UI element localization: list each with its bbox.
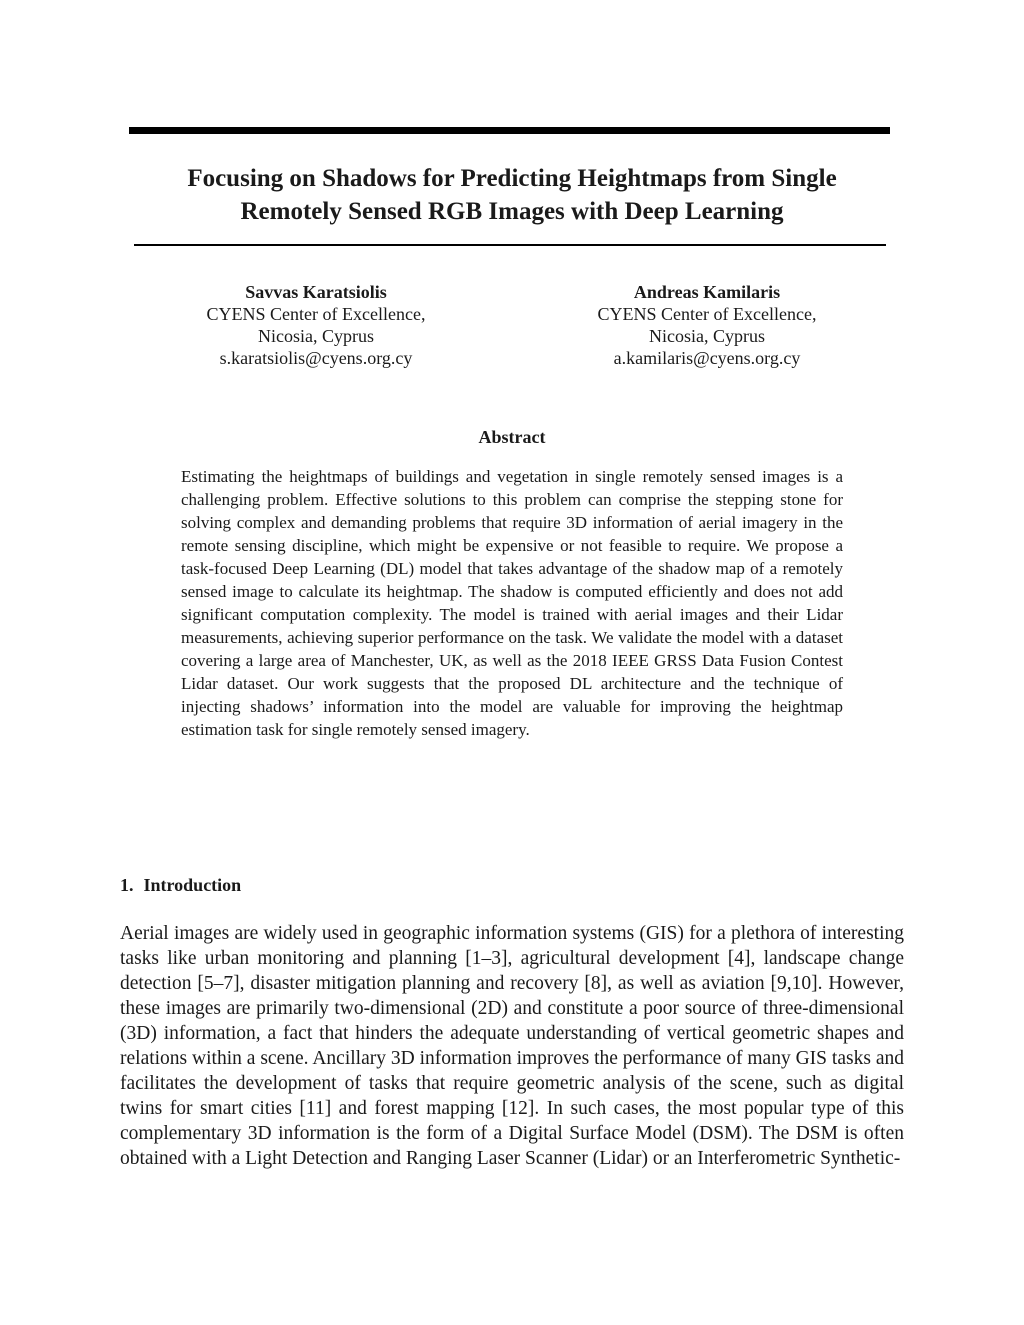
author-block-1 xyxy=(166,281,466,369)
author-name: Savvas Karatsiolis xyxy=(245,282,387,302)
title-line-1: Focusing on Shadows for Predicting Heightmaps from Single xyxy=(187,165,837,192)
paper-title xyxy=(120,162,904,228)
author-location: Nicosia, Cyprus xyxy=(649,326,765,346)
author-location: Nicosia, Cyprus xyxy=(258,326,374,346)
section-number: 1. xyxy=(120,875,134,895)
abstract-heading: Abstract xyxy=(478,427,546,447)
author-affiliation: CYENS Center of Excellence, xyxy=(206,304,426,324)
section-heading xyxy=(120,874,241,896)
author-affiliation: CYENS Center of Excellence, xyxy=(597,304,817,324)
author-name: Andreas Kamilaris xyxy=(633,282,781,302)
introduction-text: Aerial images are widely used in geographic information systems (GIS) for a plethora of interesting tasks like urban monitoring and planning [1–3], agricultural development [4], landscape change detection [5–7], disaster mitigation planning and recovery [8], as well as aviation [9,10]. However, these images are primarily two-dimensional (2D) and constitute a poor source of three-dimensional (3D) information, a fact that hinders the adequate understanding of vertical geometric shapes and relations within a scene. Ancillary 3D information improves the performance of many GIS tasks and facilitates the development of tasks that require geometric analysis of the scene, such as digital twins for smart cities [11] and forest mapping [12]. In such cases, the most popular type of this complementary 3D information is the form of a Digital Surface Model (DSM). The DSM is often obtained with a Light Detection and Ranging Laser Scanner (Lidar) or an Interferometric Synthetic- xyxy=(120,923,904,1169)
abstract-text: Estimating the heightmaps of buildings and vegetation in single remotely sensed images is a challenging problem. Effective solutions to this problem can comprise the stepping stone for solving complex and demanding problems that require 3D information of aerial imagery in the remote sensing discipline, which might be expensive or not feasible to require. We propose a task-focused Deep Learning (DL) model that takes advantage of the shadow map of a remotely sensed image to calculate its heightmap. The shadow is computed efficiently and does not add significant computation complexity. The model is trained with aerial images and their Lidar measurements, achieving superior performance on the task. We validate the model with a dataset covering a large area of Manchester, UK, as well as the 2018 IEEE GRSS Data Fusion Contest Lidar dataset. Our work suggests that the proposed DL architecture and the technique of injecting shadows’ information into the model are valuable for improving the heightmap estimation task for single remotely sensed imagery. xyxy=(181,467,843,739)
title-line-2: Remotely Sensed RGB Images with Deep Learning xyxy=(240,198,784,225)
author-email: s.karatsiolis@cyens.org.cy xyxy=(219,348,413,368)
top-rule xyxy=(129,127,890,134)
title-rule xyxy=(134,244,886,246)
section-title: Introduction xyxy=(143,875,242,895)
author-email: a.kamilaris@cyens.org.cy xyxy=(613,348,801,368)
author-block-2 xyxy=(557,281,857,369)
